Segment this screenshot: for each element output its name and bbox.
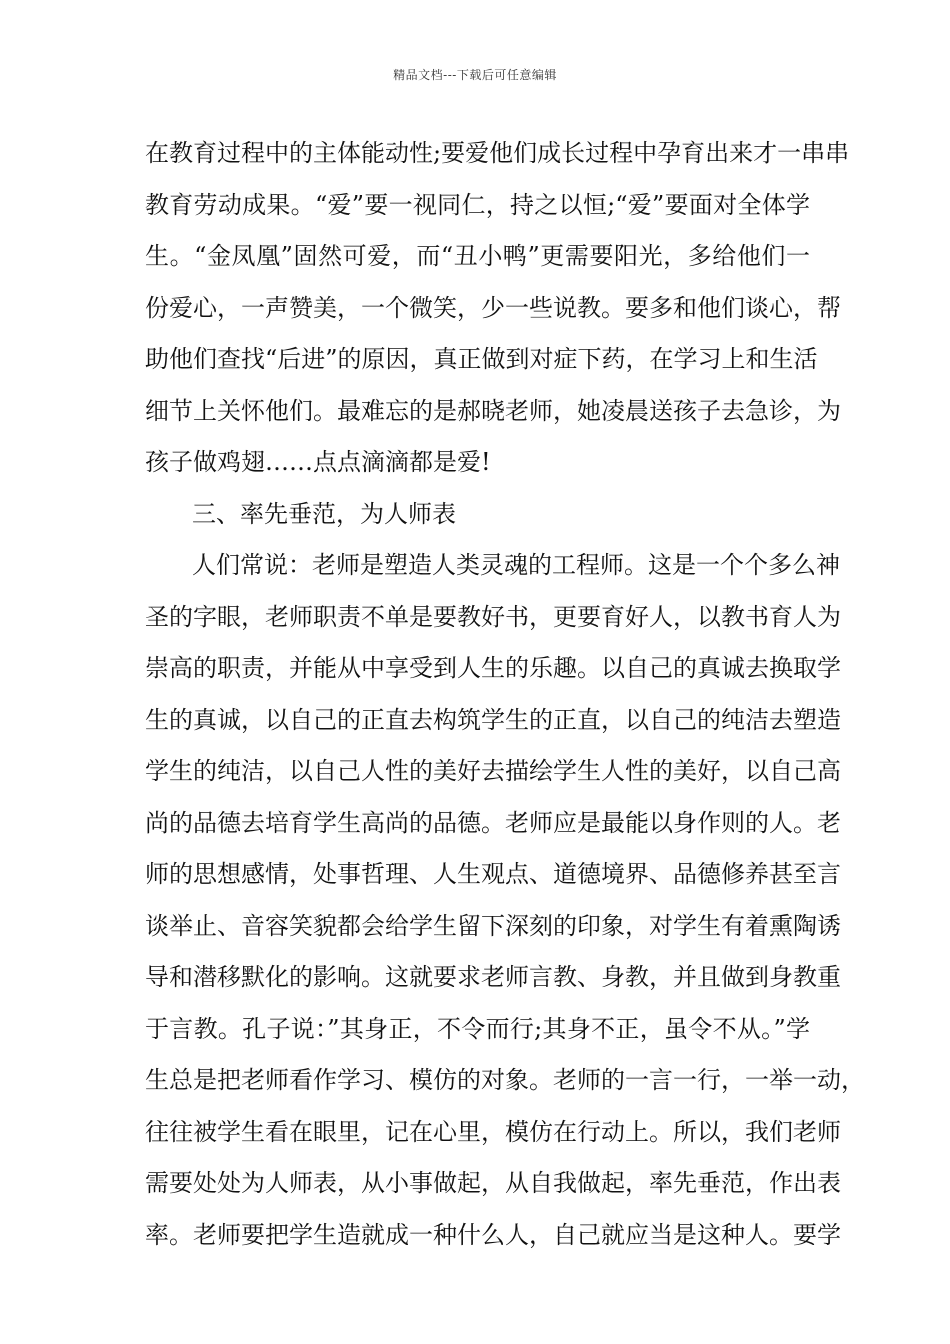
body-line: 在教育过程中的主体能动性;要爱他们成长过程中孕育出来才一串串 xyxy=(145,139,850,167)
body-line: 谈举止、音容笑貌都会给学生留下深刻的印象，对学生有着熏陶诱 xyxy=(145,911,841,940)
body-line: 人们常说：老师是塑造人类灵魂的工程师。这是一个个多么神 xyxy=(192,551,840,579)
body-line: 导和潜移默化的影响。这就要求老师言教、身教，并且做到身教重 xyxy=(145,963,841,991)
body-line: 生。“金凤凰”固然可爱，而“丑小鸭”更需要阳光，多给他们一 xyxy=(145,242,810,270)
body-line: 细节上关怀他们。最难忘的是郝晓老师，她凌晨送孩子去急诊，为 xyxy=(145,396,841,425)
body-line: 助他们查找“后进”的原因，真正做到对症下药，在学习上和生活 xyxy=(145,345,818,373)
body-line: 师的思想感情，处事哲理、人生观点、道德境界、品德修养甚至言 xyxy=(145,860,841,888)
body-line: 份爱心，一声赞美，一个微笑，少一些说教。要多和他们谈心，帮 xyxy=(145,293,841,322)
body-line: 往往被学生看在眼里，记在心里，模仿在行动上。所以，我们老师 xyxy=(145,1117,841,1146)
body-line: 教育劳动成果。“爱”要一视同仁，持之以恒;“爱”要面对全体学 xyxy=(145,190,810,219)
body-line: 孩子做鸡翅……点点滴滴都是爱! xyxy=(145,448,491,476)
body-line: 生的真诚，以自己的正直去构筑学生的正直，以自己的纯洁去塑造 xyxy=(145,705,841,734)
body-line: 尚的品德去培育学生高尚的品德。老师应是最能以身作则的人。老 xyxy=(145,808,841,837)
body-line: 需要处处为人师表，从小事做起，从自我做起，率先垂范，作出表 xyxy=(145,1169,841,1197)
document-body xyxy=(145,128,865,1261)
body-line: 于言教。孔子说：”其身正，不令而行;其身不正，虽令不从。”学 xyxy=(145,1014,810,1043)
body-line: 学生的纯洁，以自己人性的美好去描绘学生人性的美好，以自己高 xyxy=(145,757,841,785)
page-header: 精品文档---下载后可任意编辑 xyxy=(393,68,557,82)
body-line: 崇高的职责，并能从中享受到人生的乐趣。以自己的真诚去换取学 xyxy=(145,654,841,682)
body-line: 率。老师要把学生造就成一种什么人，自己就应当是这种人。要学 xyxy=(145,1220,841,1249)
section-heading: 三、率先垂范，为人师表 xyxy=(192,499,456,528)
body-line: 生总是把老师看作学习、模仿的对象。老师的一言一行，一举一动， xyxy=(145,1066,865,1094)
body-line: 圣的字眼，老师职责不单是要教好书，更要育好人，以教书育人为 xyxy=(145,602,841,631)
